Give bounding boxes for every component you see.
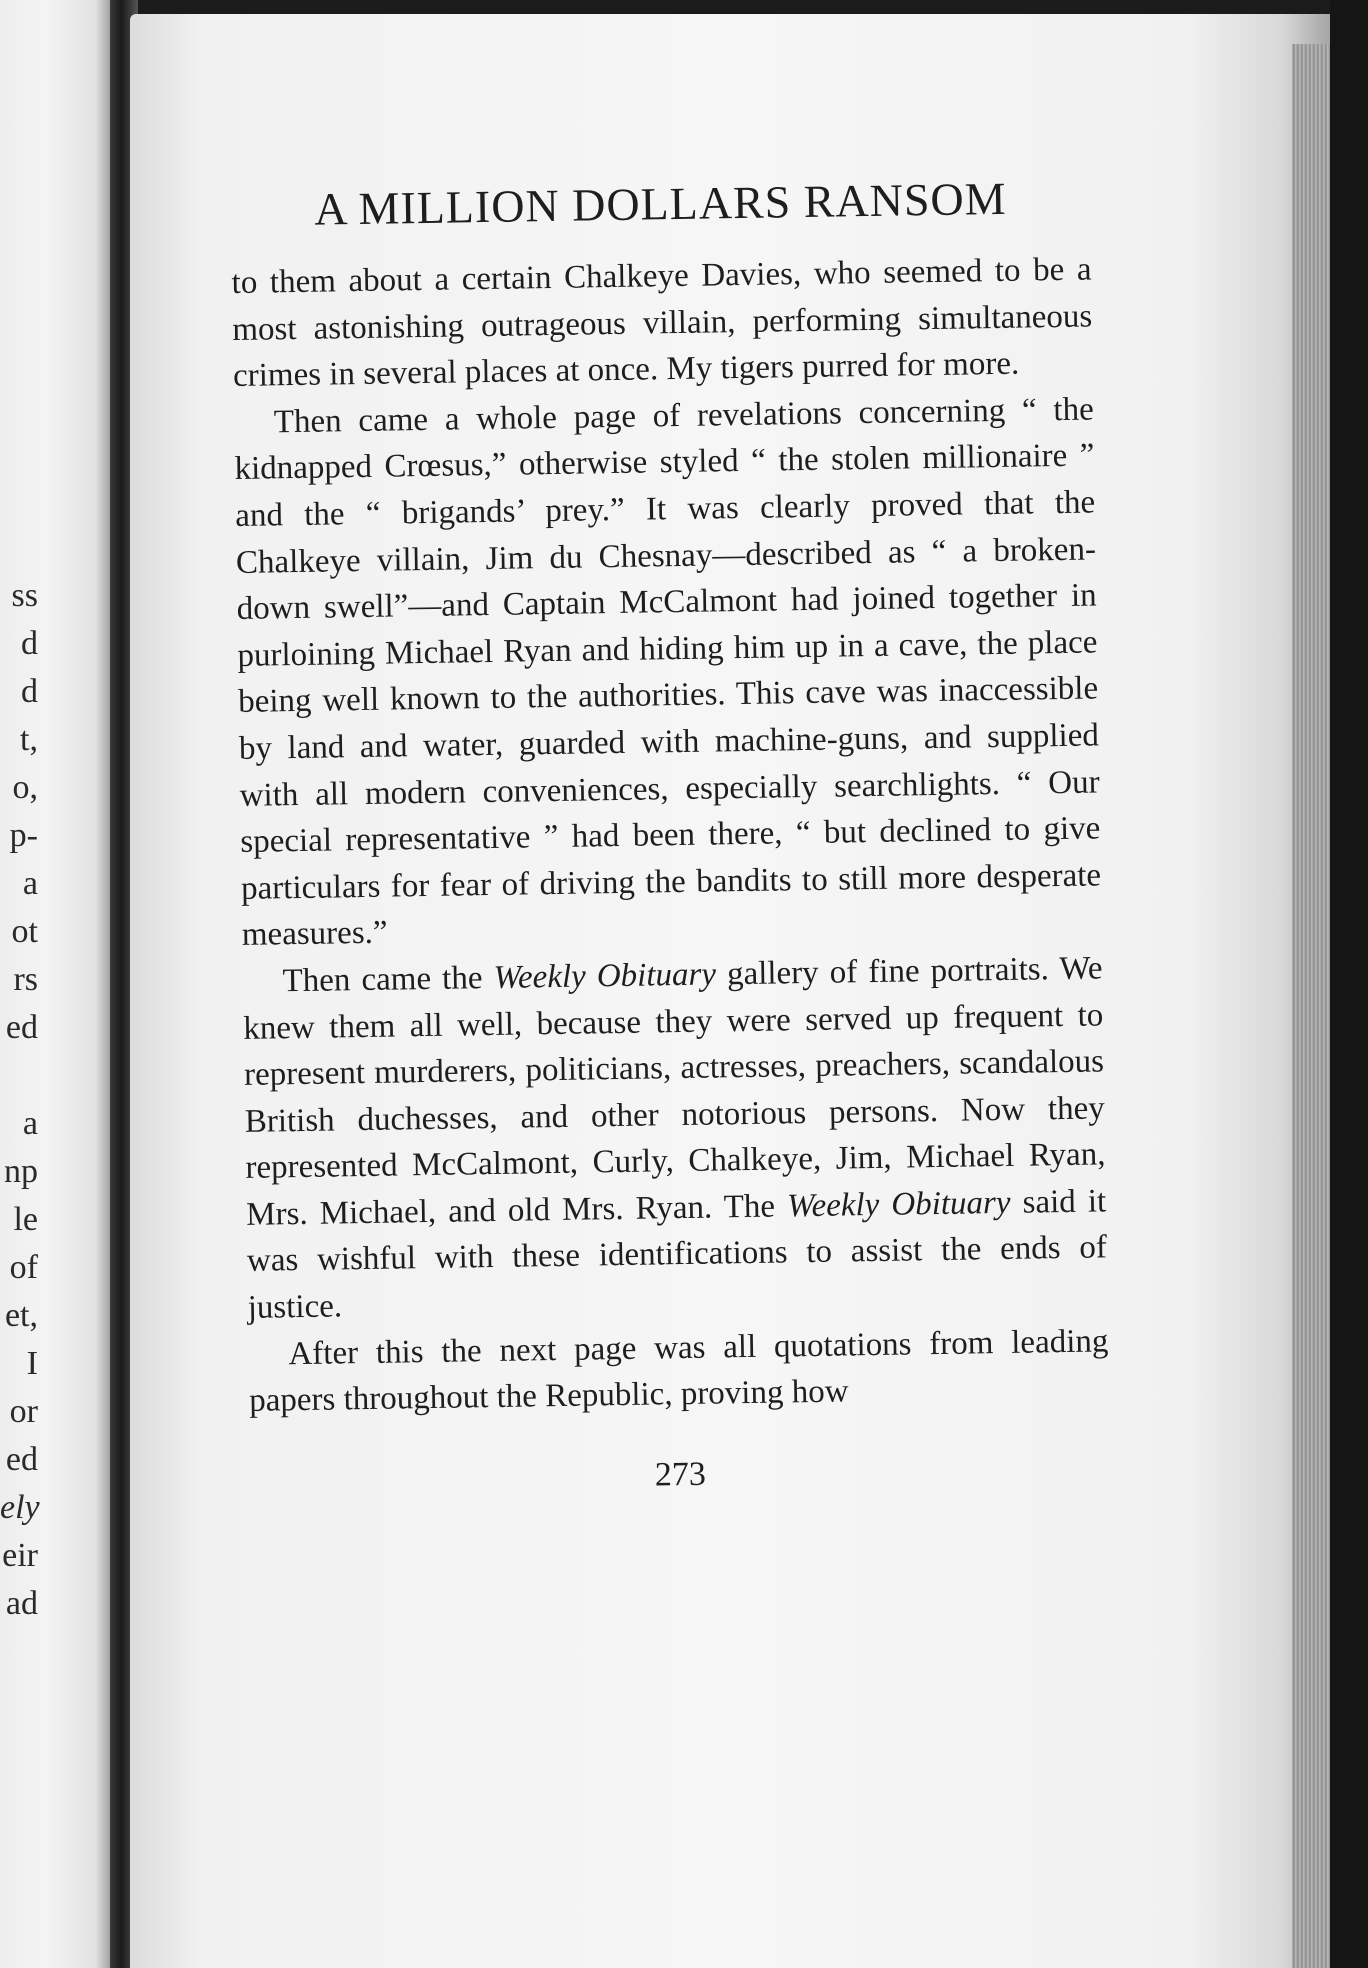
left-page-fragment: or	[9, 1393, 38, 1430]
page-number: 273	[654, 1455, 707, 1494]
paragraph: After this the next page was all quotations from leading papers throughout the Republic, proving how	[248, 1323, 1109, 1420]
left-page-fragment: d	[21, 625, 38, 662]
left-page-fragment: ed	[5, 1441, 38, 1478]
left-page-fragment: np	[4, 1153, 38, 1190]
left-page-fragment: ss	[11, 577, 38, 614]
page-text-block	[230, 166, 1111, 1504]
left-page-fragment: d	[21, 673, 38, 710]
newspaper-title: Weekly Obituary	[493, 956, 717, 996]
left-page-fragment: p-	[9, 817, 38, 854]
left-page-fragment: eir	[2, 1537, 38, 1574]
left-page-fragment: I	[26, 1345, 38, 1382]
paragraph: Then came the Weekly Obituary gallery of fine portraits. We knew them all well, because they were served up frequent to represent murderers, politicians, actresses, preachers, scandalous British duchesses, and other notorious persons. Now they represented McCalmont, Curly, Chalkeye, Jim, Michael Ryan, Mrs. Michael, and old Mrs. Ryan. The Weekly Obituary said it was wishful with these identifications to assist the ends of justice.	[243, 950, 1108, 1326]
left-facing-page	[0, 0, 112, 1968]
left-page-fragment: ed	[5, 1009, 38, 1046]
left-page-fragment: le	[13, 1201, 38, 1238]
left-page-fragment: ad	[5, 1585, 38, 1622]
left-page-fragment: a	[22, 865, 38, 902]
left-page-fragment: a	[22, 1105, 38, 1142]
running-head: A MILLION DOLLARS RANSOM	[313, 172, 1007, 235]
left-page-fragment: ot	[11, 913, 38, 950]
scan-border	[1330, 0, 1368, 1968]
left-page-fragment: o,	[12, 769, 38, 806]
left-page-fragments	[0, 572, 112, 1628]
left-page-fragment: rs	[13, 961, 38, 998]
page-edges	[1292, 44, 1330, 1968]
body-text	[231, 246, 1109, 1424]
paragraph: Then came a whole page of revelations concerning “ the kidnapped Crœsus,” otherwise styled “ the stolen millionaire ” and the “ brigands’ prey.” It was clearly proved that the Chalkeye villain, Jim du Chesnay—described as “ a broken-down swell”—and Captain McCalmont had joined together in purloining Michael Ryan and hiding him up in a cave, the place being well known to the authorities. This cave was inaccessible by land and water, guarded with machine-guns, and supplied with all modern conveniences, especially searchlights. “ Our special representative ” had been there, “ but declined to give particulars for fear of driving the bandits to still more desperate measures.”	[234, 391, 1102, 954]
left-page-fragment: t,	[20, 721, 38, 758]
left-page-fragment	[0, 1052, 112, 1100]
newspaper-title: Weekly Obituary	[786, 1184, 1011, 1225]
paragraph: to them about a certain Chalkeye Davies, who seemed to be a most astonishing outrageous villain, performing simultaneous crimes in several places at once. My tigers purred for more.	[231, 251, 1093, 395]
left-page-fragment: et,	[4, 1297, 38, 1334]
left-page-fragment: of	[9, 1249, 38, 1286]
left-page-fragment: ely	[0, 1489, 40, 1526]
